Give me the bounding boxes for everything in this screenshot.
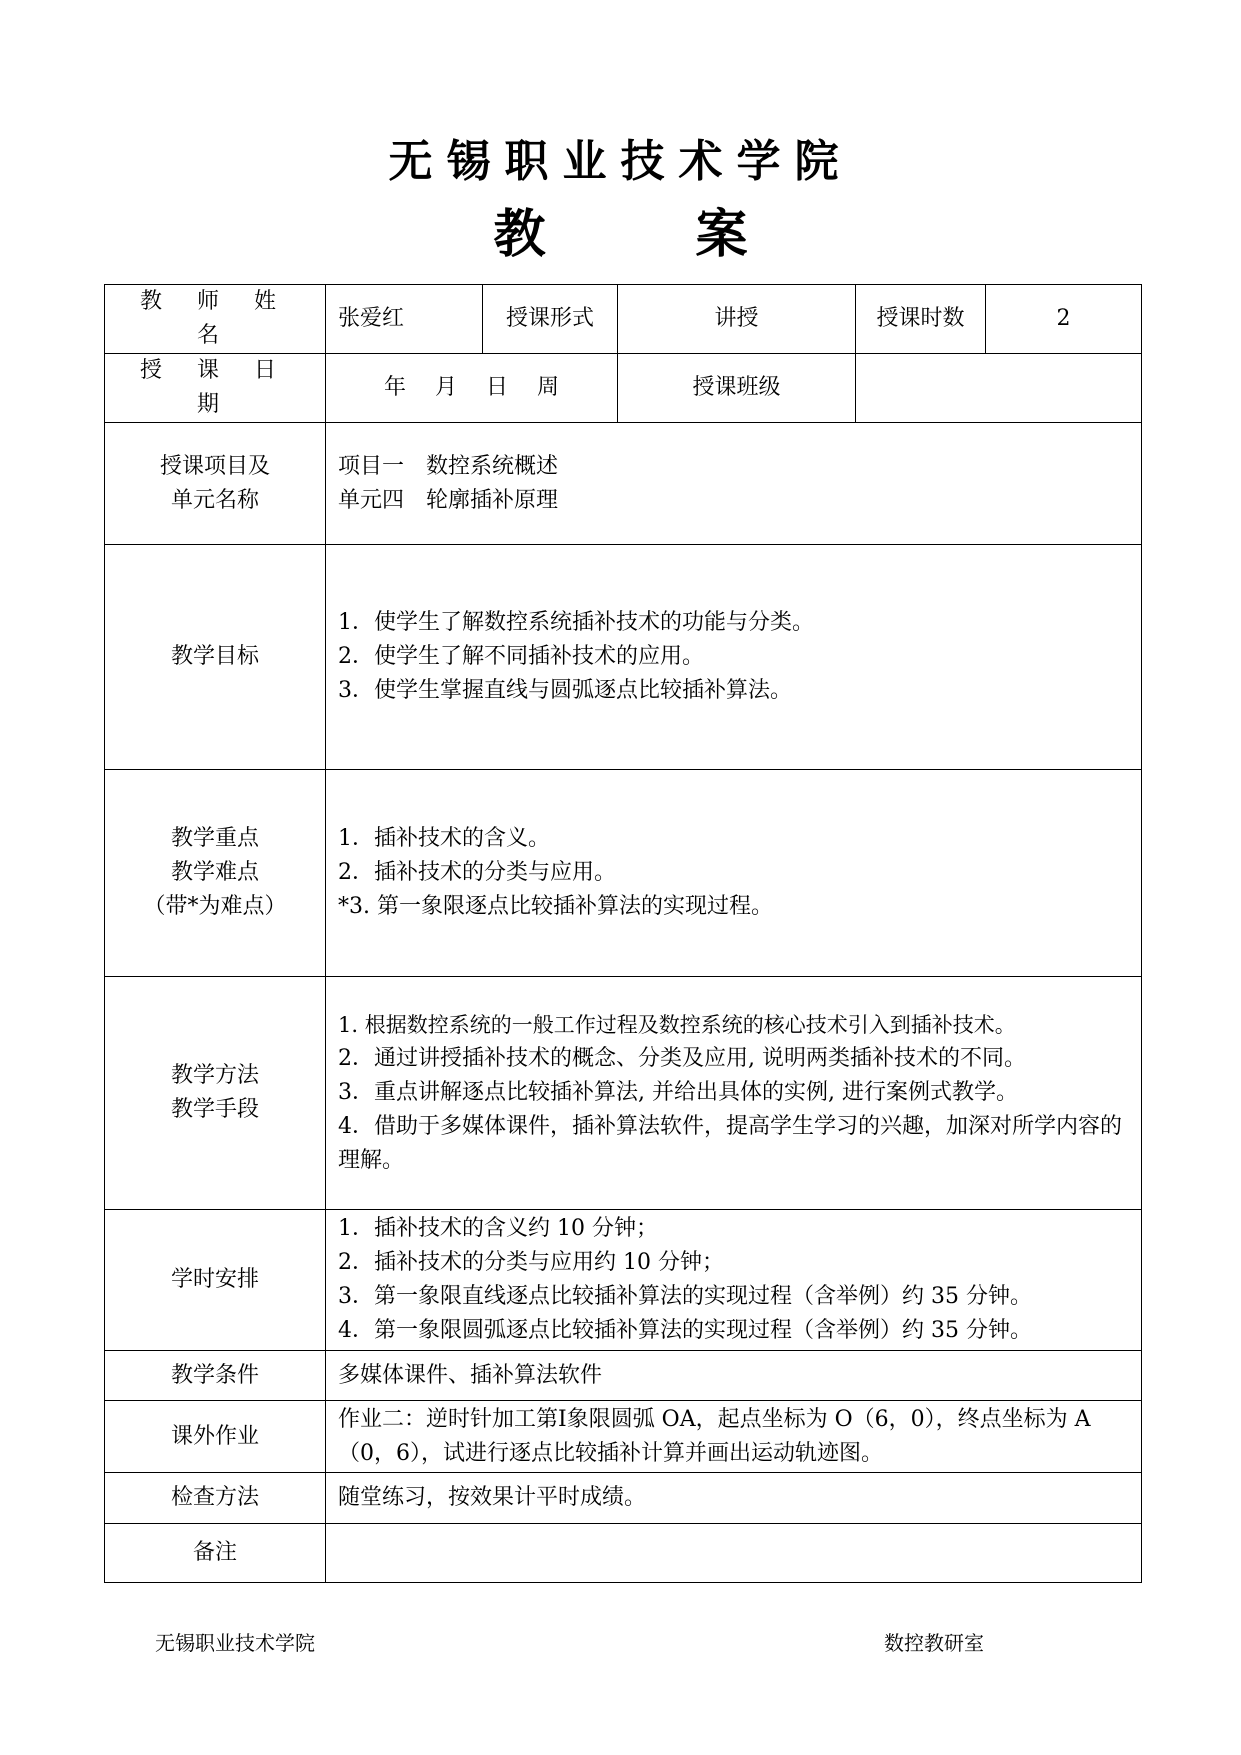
schedule-value	[326, 1210, 1142, 1351]
list-item: 3．使学生掌握直线与圆弧逐点比较插补算法。	[338, 678, 792, 703]
project-value	[326, 423, 1142, 545]
project-label-line-2: 单元名称	[170, 487, 259, 513]
focus-label-line-3: （带*为难点）	[143, 894, 287, 919]
focus-label-line-2: 教学难点	[170, 860, 259, 885]
remarks-value	[326, 1524, 1142, 1583]
table-row	[105, 1351, 1142, 1401]
project-label-line-1: 授课项目及	[159, 453, 270, 479]
method-label	[105, 977, 326, 1210]
document-title-char-1: 教	[493, 205, 546, 265]
date-value: 年 月 日 周	[326, 354, 618, 423]
focus-label	[105, 770, 326, 977]
goals-value	[326, 545, 1142, 770]
list-item: 1. 根据数控系统的一般工作过程及数控系统的核心技术引入到插补技术。	[338, 1013, 1016, 1037]
check-value: 随堂练习，按效果计平时成绩。	[326, 1473, 1142, 1524]
remarks-label: 备注	[105, 1524, 326, 1583]
date-label: 授 课 日 期	[105, 354, 326, 423]
list-item: *3. 第一象限逐点比较插补算法的实现过程。	[338, 894, 773, 919]
table-row	[105, 545, 1142, 770]
document-title	[0, 192, 1241, 267]
school-title: 无锡职业技术学院	[388, 136, 853, 187]
document-title-char-2: 案	[695, 205, 748, 265]
list-item: 2．通过讲授插补技术的概念、分类及应用, 说明两类插补技术的不同。	[338, 1046, 1026, 1071]
list-item: 2．使学生了解不同插补技术的应用。	[338, 644, 704, 669]
hours-label: 授课时数	[856, 285, 986, 354]
hours-value: 2	[986, 285, 1142, 354]
table-row	[105, 1401, 1142, 1473]
goals-label: 教学目标	[105, 545, 326, 770]
table-row	[105, 1210, 1142, 1351]
method-label-line-1: 教学方法	[170, 1063, 259, 1088]
list-item: 2．插补技术的分类与应用。	[338, 860, 616, 885]
list-item: 1．插补技术的含义约 10 分钟；	[338, 1216, 658, 1241]
footer-school: 无锡职业技术学院	[155, 1631, 315, 1655]
method-label-line-2: 教学手段	[170, 1097, 259, 1122]
method-value	[326, 977, 1142, 1210]
focus-label-line-1: 教学重点	[170, 826, 259, 851]
footer-department: 数控教研室	[884, 1631, 984, 1655]
unit-name: 单元四 轮廓插补原理	[338, 487, 559, 513]
class-value	[856, 354, 1142, 423]
project-name: 项目一 数控系统概述	[338, 453, 559, 479]
schedule-label: 学时安排	[105, 1210, 326, 1351]
list-item: 4．第一象限圆弧逐点比较插补算法的实现过程（含举例）约 35 分钟。	[338, 1318, 1032, 1343]
conditions-label: 教学条件	[105, 1351, 326, 1401]
project-label	[105, 423, 326, 545]
homework-label: 课外作业	[105, 1401, 326, 1473]
teacher-name: 张爱红	[326, 285, 483, 354]
lesson-plan-table	[104, 284, 1142, 1583]
form-value: 讲授	[618, 285, 856, 354]
list-item: 4．借助于多媒体课件，插补算法软件，提高学生学习的兴趣，加深对所学内容的理解。	[338, 1114, 1122, 1173]
table-row	[105, 1524, 1142, 1583]
table-row	[105, 423, 1142, 545]
table-row	[105, 770, 1142, 977]
table-row	[105, 977, 1142, 1210]
form-label: 授课形式	[483, 285, 618, 354]
focus-value	[326, 770, 1142, 977]
class-label: 授课班级	[618, 354, 856, 423]
conditions-value: 多媒体课件、插补算法软件	[326, 1351, 1142, 1401]
table-row	[105, 285, 1142, 354]
list-item: 1．使学生了解数控系统插补技术的功能与分类。	[338, 610, 814, 635]
list-item: 1．插补技术的含义。	[338, 826, 550, 851]
table-row	[105, 354, 1142, 423]
list-item: 2．插补技术的分类与应用约 10 分钟；	[338, 1250, 724, 1275]
check-label: 检查方法	[105, 1473, 326, 1524]
list-item: 3．第一象限直线逐点比较插补算法的实现过程（含举例）约 35 分钟。	[338, 1284, 1032, 1309]
table-row	[105, 1473, 1142, 1524]
list-item: 3．重点讲解逐点比较插补算法, 并给出具体的实例, 进行案例式教学。	[338, 1080, 1018, 1105]
teacher-label: 教 师 姓 名	[105, 285, 326, 354]
homework-value: 作业二：逆时针加工第Ⅰ象限圆弧 OA，起点坐标为 O（6，0），终点坐标为 A（0，6），试进行逐点比较插补计算并画出运动轨迹图。	[326, 1401, 1142, 1473]
